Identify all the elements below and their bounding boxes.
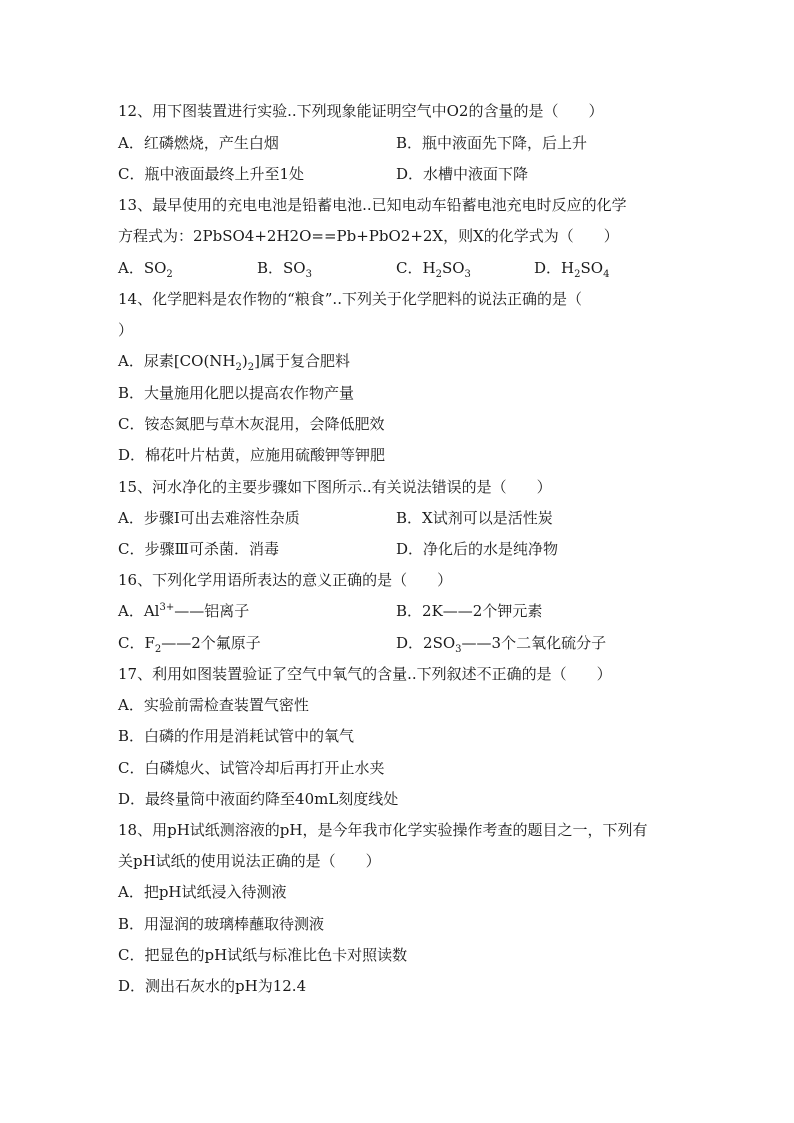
q17-option-b: B．白磷的作用是消耗试管中的氧气 — [118, 727, 355, 745]
q17-option-a: A．实验前需检查装置气密性 — [118, 696, 309, 714]
q14-stem-line2: ） — [118, 321, 134, 339]
q13-option-d: D．$H_2SO_4$ — [534, 259, 610, 280]
q18-stem-line1: 18、用pH试纸测溶液的pH，是今年我市化学实验操作考查的题目之一，下列有 — [118, 821, 648, 839]
q14-option-c: C．铵态氮肥与草木灰混用，会降低肥效 — [118, 415, 385, 433]
q18-stem-line2: 关pH试纸的使用说法正确的是（ ） — [118, 852, 381, 870]
q18-option-a: A．把pH试纸浸入待测液 — [118, 883, 287, 901]
q14-option-d: D．棉花叶片枯黄，应施用硫酸钾等钾肥 — [118, 446, 386, 464]
q13-stem-line1: 13、最早使用的充电电池是铅蓄电池..已知电动车铅蓄电池充电时反应的化学 — [118, 196, 627, 214]
q18-option-b: B．用湿润的玻璃棒蘸取待测液 — [118, 915, 325, 933]
q17-option-d: D．最终量筒中液面约降至40mL刻度线处 — [118, 790, 399, 808]
q13-stem-line2: 方程式为：2PbSO4+2H2O==Pb+PbO2+2X，则X的化学式为（ ） — [118, 227, 619, 245]
q15-option-a: A．步骤Ⅰ可出去难溶性杂质 — [118, 509, 300, 527]
q13-option-c: C．$H_2SO_3$ — [396, 259, 471, 280]
q14-option-a: A．尿素$[CO(NH_2)_2]$属于复合肥料 — [118, 352, 350, 373]
q15-stem: 15、河水净化的主要步骤如下图所示..有关说法错误的是（ ） — [118, 478, 552, 496]
q16-option-b: B．2K——2个钾元素 — [396, 602, 543, 620]
q16-option-a: A．$Al^{3+}——$铝离子 — [118, 602, 250, 620]
q16-stem: 16、下列化学用语所表达的意义正确的是（ ） — [118, 571, 453, 589]
q12-stem: 12、用下图装置进行实验..下列现象能证明空气中O2的含量的是（ ） — [118, 102, 604, 120]
q17-stem: 17、利用如图装置验证了空气中氧气的含量..下列叙述不正确的是（ ） — [118, 665, 612, 683]
q13-option-a: A．$SO_2$ — [118, 259, 173, 280]
q14-stem-line1: 14、化学肥料是农作物的“粮食”..下列关于化学肥料的说法正确的是（ — [118, 290, 582, 308]
q18-option-d: D．测出石灰水的pH为12.4 — [118, 977, 307, 995]
q13-option-b: B．$SO_3$ — [257, 259, 312, 280]
q12-option-d: D．水槽中液面下降 — [396, 165, 529, 183]
q16-option-d: D．$2SO_3——3$个二氧化硫分子 — [396, 634, 607, 655]
q15-option-b: B．X试剂可以是活性炭 — [396, 509, 553, 527]
q16-option-c: C．$F_2——2$个氟原子 — [118, 634, 261, 655]
q17-option-c: C．白磷熄火、试管冷却后再打开止水夹 — [118, 759, 385, 777]
q18-option-c: C．把显色的pH试纸与标准比色卡对照读数 — [118, 946, 408, 964]
q15-option-c: C．步骤Ⅲ可杀菌．消毒 — [118, 540, 279, 558]
q15-option-d: D．净化后的水是纯净物 — [396, 540, 559, 558]
q12-option-b: B．瓶中液面先下降，后上升 — [396, 134, 588, 152]
q12-option-a: A．红磷燃烧，产生白烟 — [118, 134, 279, 152]
q14-option-b: B．大量施用化肥以提高农作物产量 — [118, 384, 355, 402]
q12-option-c: C．瓶中液面最终上升至1处 — [118, 165, 305, 183]
